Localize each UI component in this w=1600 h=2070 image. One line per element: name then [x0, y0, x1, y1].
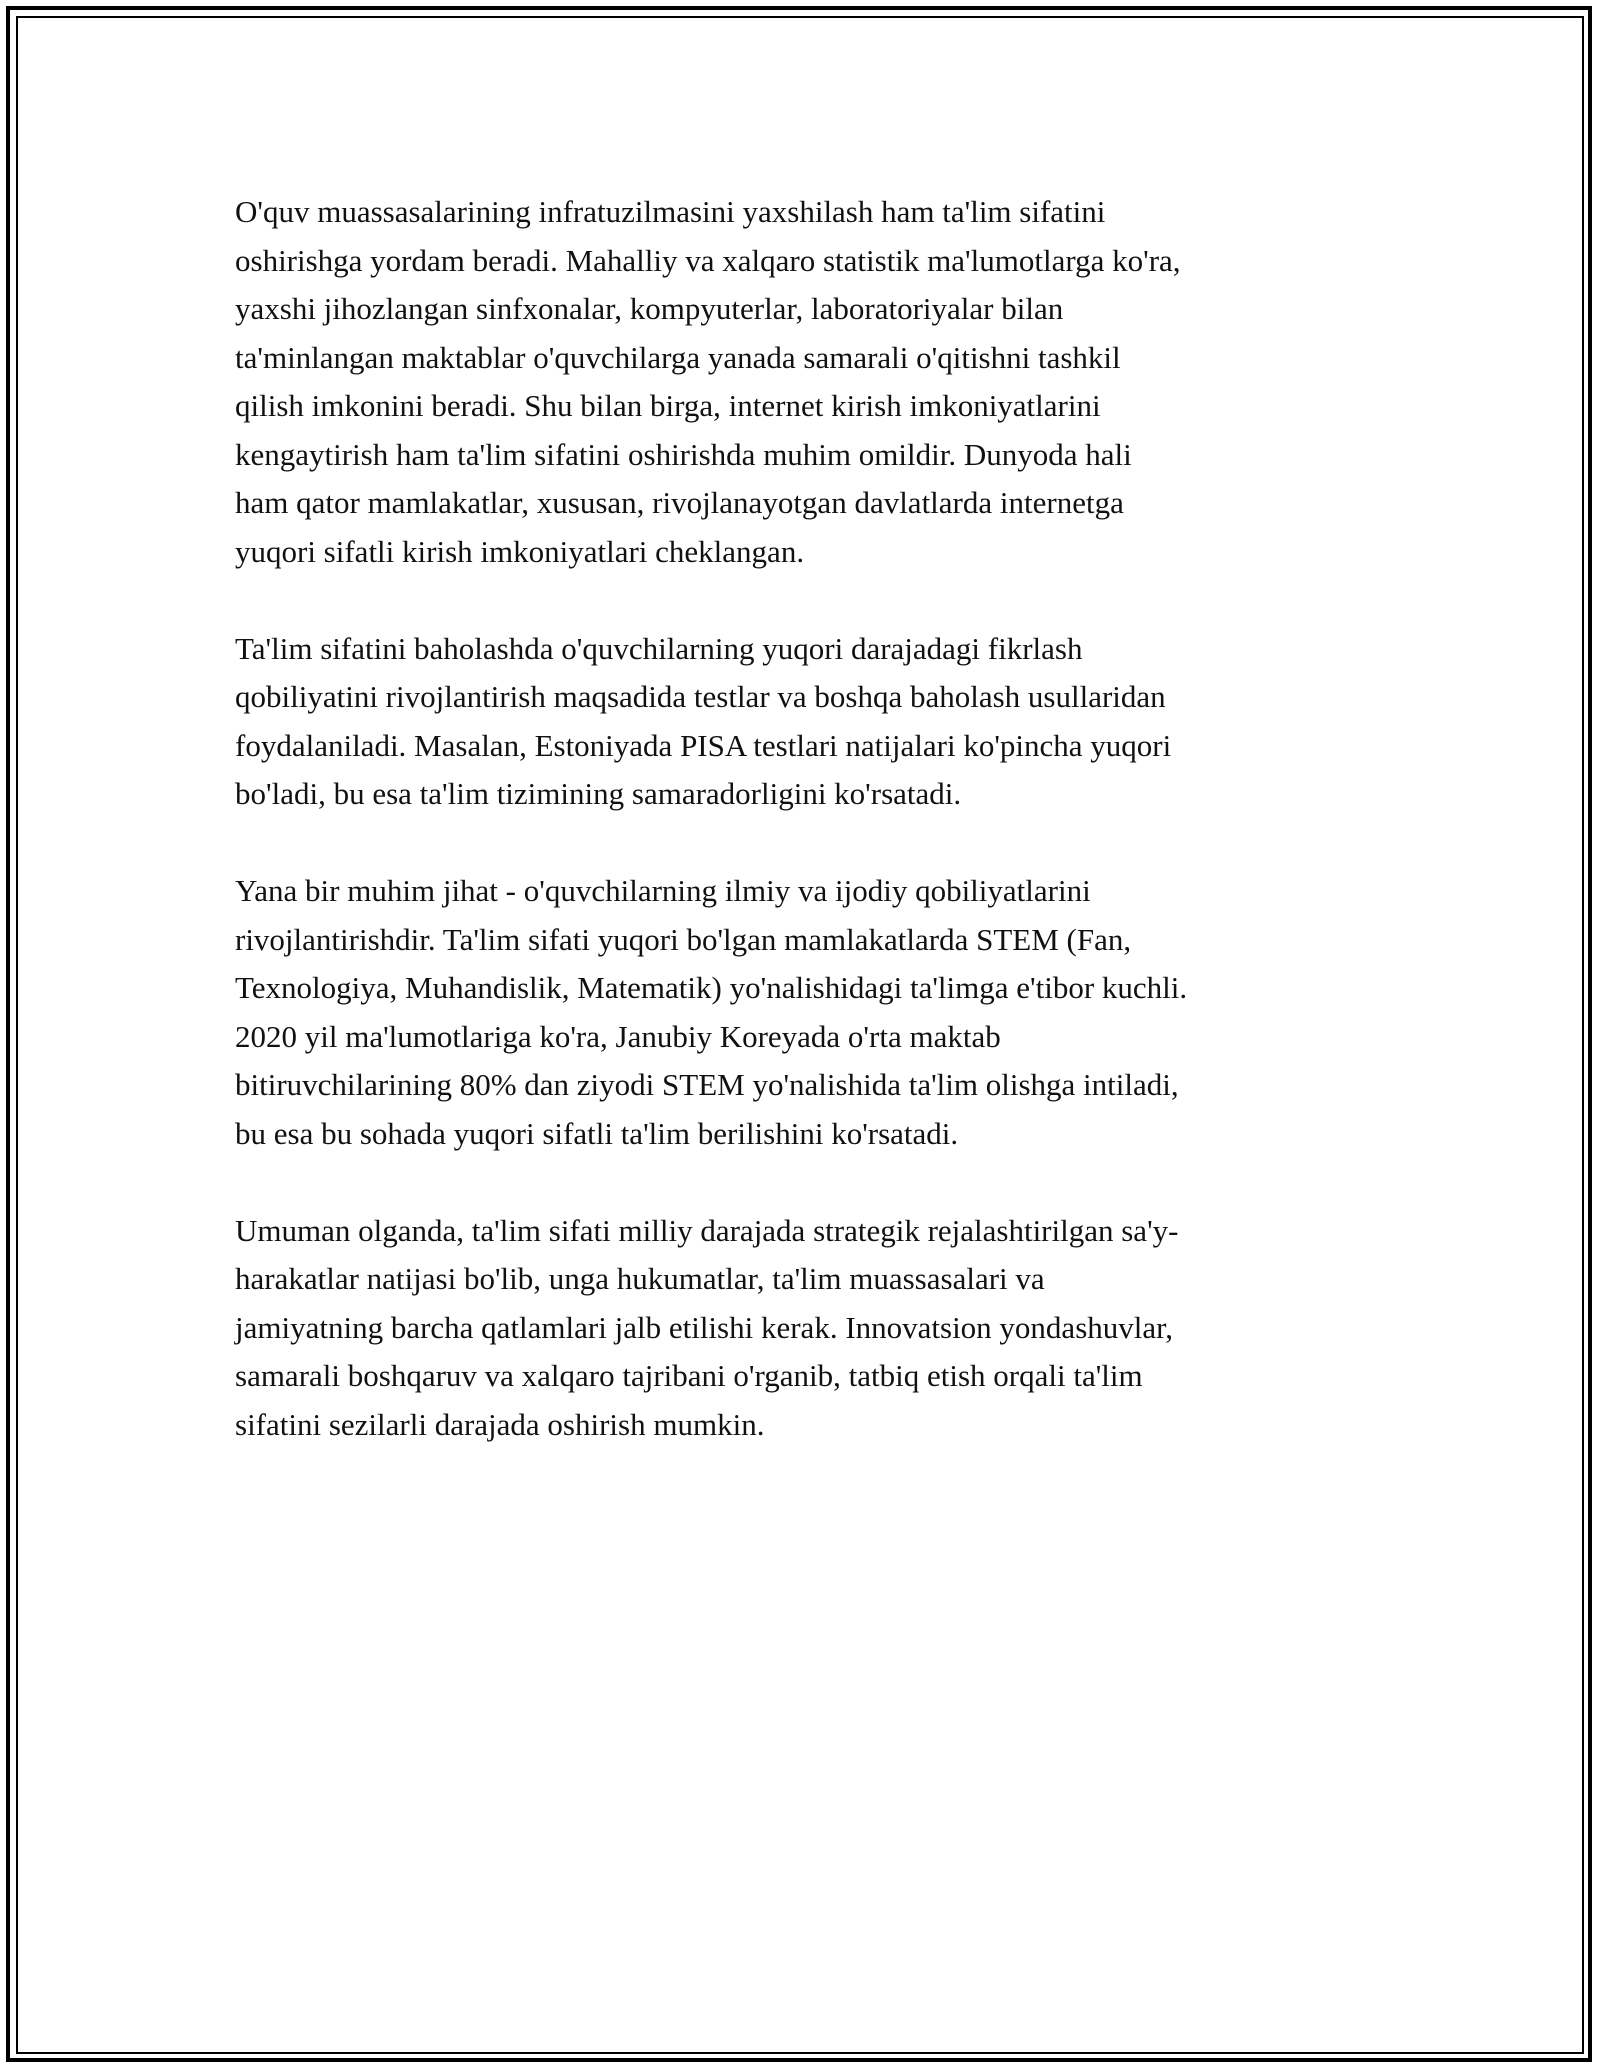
text-line: Ta'lim sifatini baholashda o'quvchilarning yuqori darajadagi fikrlash	[235, 630, 1083, 666]
document-body	[235, 188, 1385, 1498]
text-line: rivojlantirishdir. Ta'lim sifati yuqori bo'lgan mamlakatlarda STEM (Fan,	[235, 921, 1132, 957]
text-line: sifatini sezilarli darajada oshirish mumkin.	[235, 1406, 765, 1442]
text-line: O'quv muassasalarining infratuzilmasini yaxshilash ham ta'lim sifatini	[235, 194, 1106, 229]
text-line: jamiyatning barcha qatlamlari jalb etilishi kerak. Innovatsion yondashuvlar,	[235, 1309, 1173, 1345]
text-line: 2020 yil ma'lumotlariga ko'ra, Janubiy Koreyada o'rta maktab	[235, 1018, 1001, 1054]
paragraph-assessment	[235, 625, 1385, 819]
text-line: yuqori sifatli kirish imkoniyatlari cheklangan.	[235, 533, 805, 569]
paragraph-infrastructure	[235, 188, 1385, 576]
text-line: ham qator mamlakatlar, xususan, rivojlanayotgan davlatlarda internetga	[235, 485, 1124, 520]
text-line: yaxshi jihozlangan sinfxonalar, kompyuterlar, laboratoriyalar bilan	[235, 291, 1064, 326]
text-line: qobiliyatini rivojlantirish maqsadida testlar va boshqa baholash usullaridan	[235, 679, 1166, 714]
text-line: bitiruvchilarining 80% dan ziyodi STEM yo'nalishida ta'lim olishga intiladi,	[235, 1067, 1179, 1102]
text-line: Texnologiya, Muhandislik, Matematik) yo'nalishidagi ta'limga e'tibor kuchli.	[235, 970, 1188, 1005]
text-line: qilish imkonini beradi. Shu bilan birga, internet kirish imkoniyatlarini	[235, 388, 1101, 423]
text-line: Umuman olganda, ta'lim sifati milliy darajada strategik rejalashtirilgan sa'y-	[235, 1212, 1179, 1248]
paragraph-stem	[235, 867, 1385, 1158]
text-line: samarali boshqaruv va xalqaro tajribani o'rganib, tatbiq etish orqali ta'lim	[235, 1358, 1143, 1393]
text-line: bo'ladi, bu esa ta'lim tizimining samaradorligini ko'rsatadi.	[235, 776, 962, 811]
text-line: kengaytirish ham ta'lim sifatini oshirishda muhim omildir. Dunyoda hali	[235, 436, 1132, 472]
text-line: foydalaniladi. Masalan, Estoniyada PISA testlari natijalari ko'pincha yuqori	[235, 727, 1172, 763]
paragraph-conclusion	[235, 1207, 1385, 1450]
text-line: Yana bir muhim jihat - o'quvchilarning ilmiy va ijodiy qobiliyatlarini	[235, 873, 1091, 908]
text-line: bu esa bu sohada yuqori sifatli ta'lim berilishini ko'rsatadi.	[235, 1115, 959, 1151]
text-line: harakatlar natijasi bo'lib, unga hukumatlar, ta'lim muassasalari va	[235, 1261, 1045, 1296]
text-line: ta'minlangan maktablar o'quvchilarga yanada samarali o'qitishni tashkil	[235, 339, 1121, 375]
text-line: oshirishga yordam beradi. Mahalliy va xalqaro statistik ma'lumotlarga ko'ra,	[235, 242, 1181, 278]
